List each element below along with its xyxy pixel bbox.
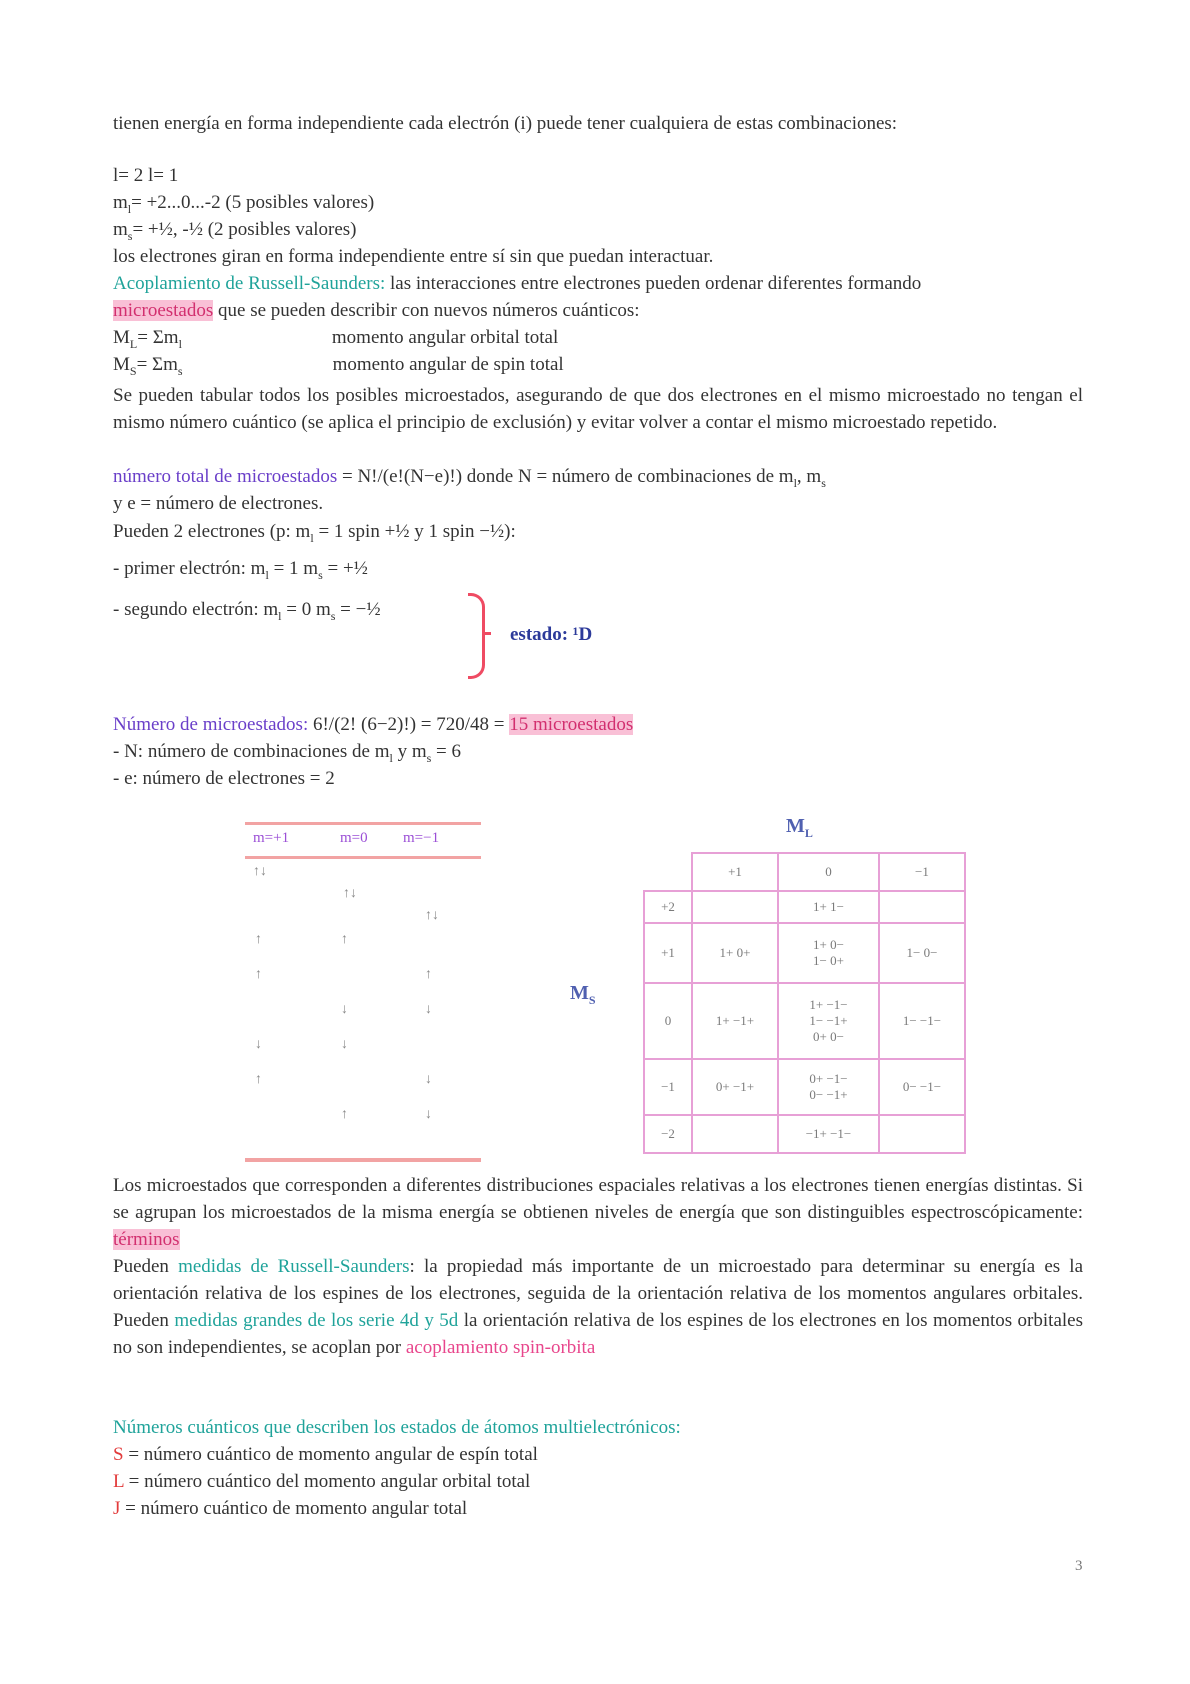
table-cell: ↓ [425,1002,432,1017]
grid-cell [692,1115,778,1153]
e-line: - e: número de electrones = 2 [113,768,335,789]
MS-line: $M_S= \Sigma m_s$ momento angular de spin total [113,354,564,378]
table-top-rule [245,822,481,825]
table-cell: ↑↓ [253,864,267,879]
table-mid-rule [245,856,481,859]
terminos-highlight: términos [113,1229,180,1250]
grid-cell: 1+ −1+ [692,983,778,1059]
segundo-electron: - segundo electrón: $m_l = 0$ $m_s$ = −½ [113,599,381,623]
table-cell: ↓ [425,1072,432,1087]
grid-cell: 1+ 1− [778,891,879,923]
microestados-line: microestados que se pueden describir con nuevos números cuánticos: [113,300,640,321]
grid-cell [692,891,778,923]
ms-values: $m_s=$ +½, -½ (2 posibles valores) [113,219,357,243]
primer-electron: - primer electrón: $m_l = 1$ $m_s$ = +½ [113,558,368,582]
table-cell: ↑ [425,967,432,982]
table-cell: ↑↓ [425,908,439,923]
table-cell: ↓ [255,1037,262,1052]
table-bottom-rule [245,1158,481,1162]
numero-tail: y e = número de electrones. [113,493,324,514]
brace-label: estado: ¹D [510,624,593,645]
grid-row-header: +1 [644,923,692,983]
page-number: 3 [1075,1558,1083,1574]
l-values: l= 2 l= 1 [113,165,179,186]
n-line: - N: número de combinaciones de $m_l$ y $m_s = 6$ [113,741,461,765]
grid-cell: 0+ −1− 0− −1+ [778,1059,879,1115]
acoplamiento-title: Acoplamiento de Russell-Saunders: [113,273,386,294]
table-cell: ↑ [255,1072,262,1087]
numero-microestados-line: Número de microestados: 6!/(2! (6−2)!) = 720/48 = 15 microestados [113,714,634,735]
para-independent: los electrones giran en forma independiente entre sí sin que puedan interactuar. [113,246,714,267]
table-cell: ↑ [341,1107,348,1122]
grid-row-header: 0 [644,983,692,1059]
grid-cell: 1− −1− [879,983,965,1059]
numero-microestados-title: Número de microestados: [113,714,309,735]
S-line: S = número cuántico de momento angular de espín total [113,1444,538,1465]
grid-row-header: −1 [644,1059,692,1115]
table-cell: ↑ [255,967,262,982]
table-header-1: m=+1 [253,830,290,846]
table-cell: ↑ [255,932,262,947]
numero-total-line: número total de microestados = N!/(e!(N−e)!) donde N = número de combinaciones de $m_l$, $m_s$ [113,466,826,490]
grid-cell: 1+ 0+ [692,923,778,983]
table-cell: ↑↓ [343,886,357,901]
para-microestados-energia: Los microestados que corresponden a diferentes distribuciones espaciales relativas a los electrones tienen energías distintas. Si se agrupan los microestados de la misma energía se obtienen niveles de energía que son distinguibles espectroscópicamente: términos [113,1175,1083,1250]
para-tabular: Se pueden tabular todos los posibles microestados, asegurando de que dos electrones en el mismo microestado no tengan el mismo número cuántico (se aplica el principio de exclusión) y evitar volver a contar el mismo microestado repetido. [113,385,1083,433]
grid-cell: −1+ −1− [778,1115,879,1153]
grid-row-header: +2 [644,891,692,923]
microestados-result: 15 microestados [509,714,634,735]
grid-col-header: 0 [778,853,879,891]
ml-axis-label: $M_L$ [786,815,813,840]
grid-cell [879,1115,965,1153]
grid-row-header: −2 [644,1115,692,1153]
microstate-table [245,822,481,1162]
grid-col-header: +1 [692,853,778,891]
grid-cell [879,891,965,923]
grid-cell: 1+ 0− 1− 0+ [778,923,879,983]
grid-cell: 0− −1− [879,1059,965,1115]
microestados-highlight: microestados [113,300,214,321]
ms-axis-label: $M_S$ [570,982,596,1007]
para-russell-saunders: Pueden medidas de Russell-Saunders: la propiedad más importante de un microestado para determinar su energía es la orientación relativa de los espines de los electrones, seguida de la orientación relativa de los momentos angulares orbitales. Pueden medidas grandes de los serie 4d y 5d la orientación relativa de los espines de los electrones en los momentos orbitales no son independientes, se acoplan por acoplamiento spin-orbita [113,1256,1083,1358]
grid-corner [644,853,692,891]
table-header-2: m=0 [340,830,368,846]
brace [468,593,485,679]
L-line: L = número cuántico del momento angular orbital total [113,1471,531,1492]
table-cell: ↓ [425,1107,432,1122]
table-cell: ↑ [341,932,348,947]
jj-highlight: medidas grandes de los serie 4d y 5d [174,1310,459,1331]
numero-total-title: número total de microestados [113,466,338,487]
rs-highlight: medidas de Russell-Saunders [178,1256,410,1277]
spin-orbita-highlight: acoplamiento spin-orbita [405,1337,596,1358]
ml-values: $m_l= +2...0...-2$ (5 posibles valores) [113,192,375,216]
table-header-3: m=−1 [403,830,440,846]
grid-cell: 0+ −1+ [692,1059,778,1115]
para-intro: tienen energía en forma independiente cada electrón (i) puede tener cualquiera de estas combinaciones: [113,113,898,134]
grid-cell: 1− 0− [879,923,965,983]
grid-cell: 1+ −1− 1− −1+ 0+ 0− [778,983,879,1059]
grid-col-header: −1 [879,853,965,891]
table-cell: ↓ [341,1037,348,1052]
table-cell: ↓ [341,1002,348,1017]
microstate-grid [643,852,966,1154]
acoplamiento-line: Acoplamiento de Russell-Saunders: las interacciones entre electrones pueden ordenar diferentes formando [113,273,922,294]
J-line: J = número cuántico de momento angular total [113,1498,468,1519]
ML-line: $M_L= \Sigma m_l$ momento angular orbital total [113,327,559,351]
numeros-cuanticos-title: Números cuánticos que describen los estados de átomos multielectrónicos: [113,1417,681,1438]
pueden-line: Pueden 2 electrones (p: $m_l = 1$ spin +½ y 1 spin −½): [113,521,516,545]
